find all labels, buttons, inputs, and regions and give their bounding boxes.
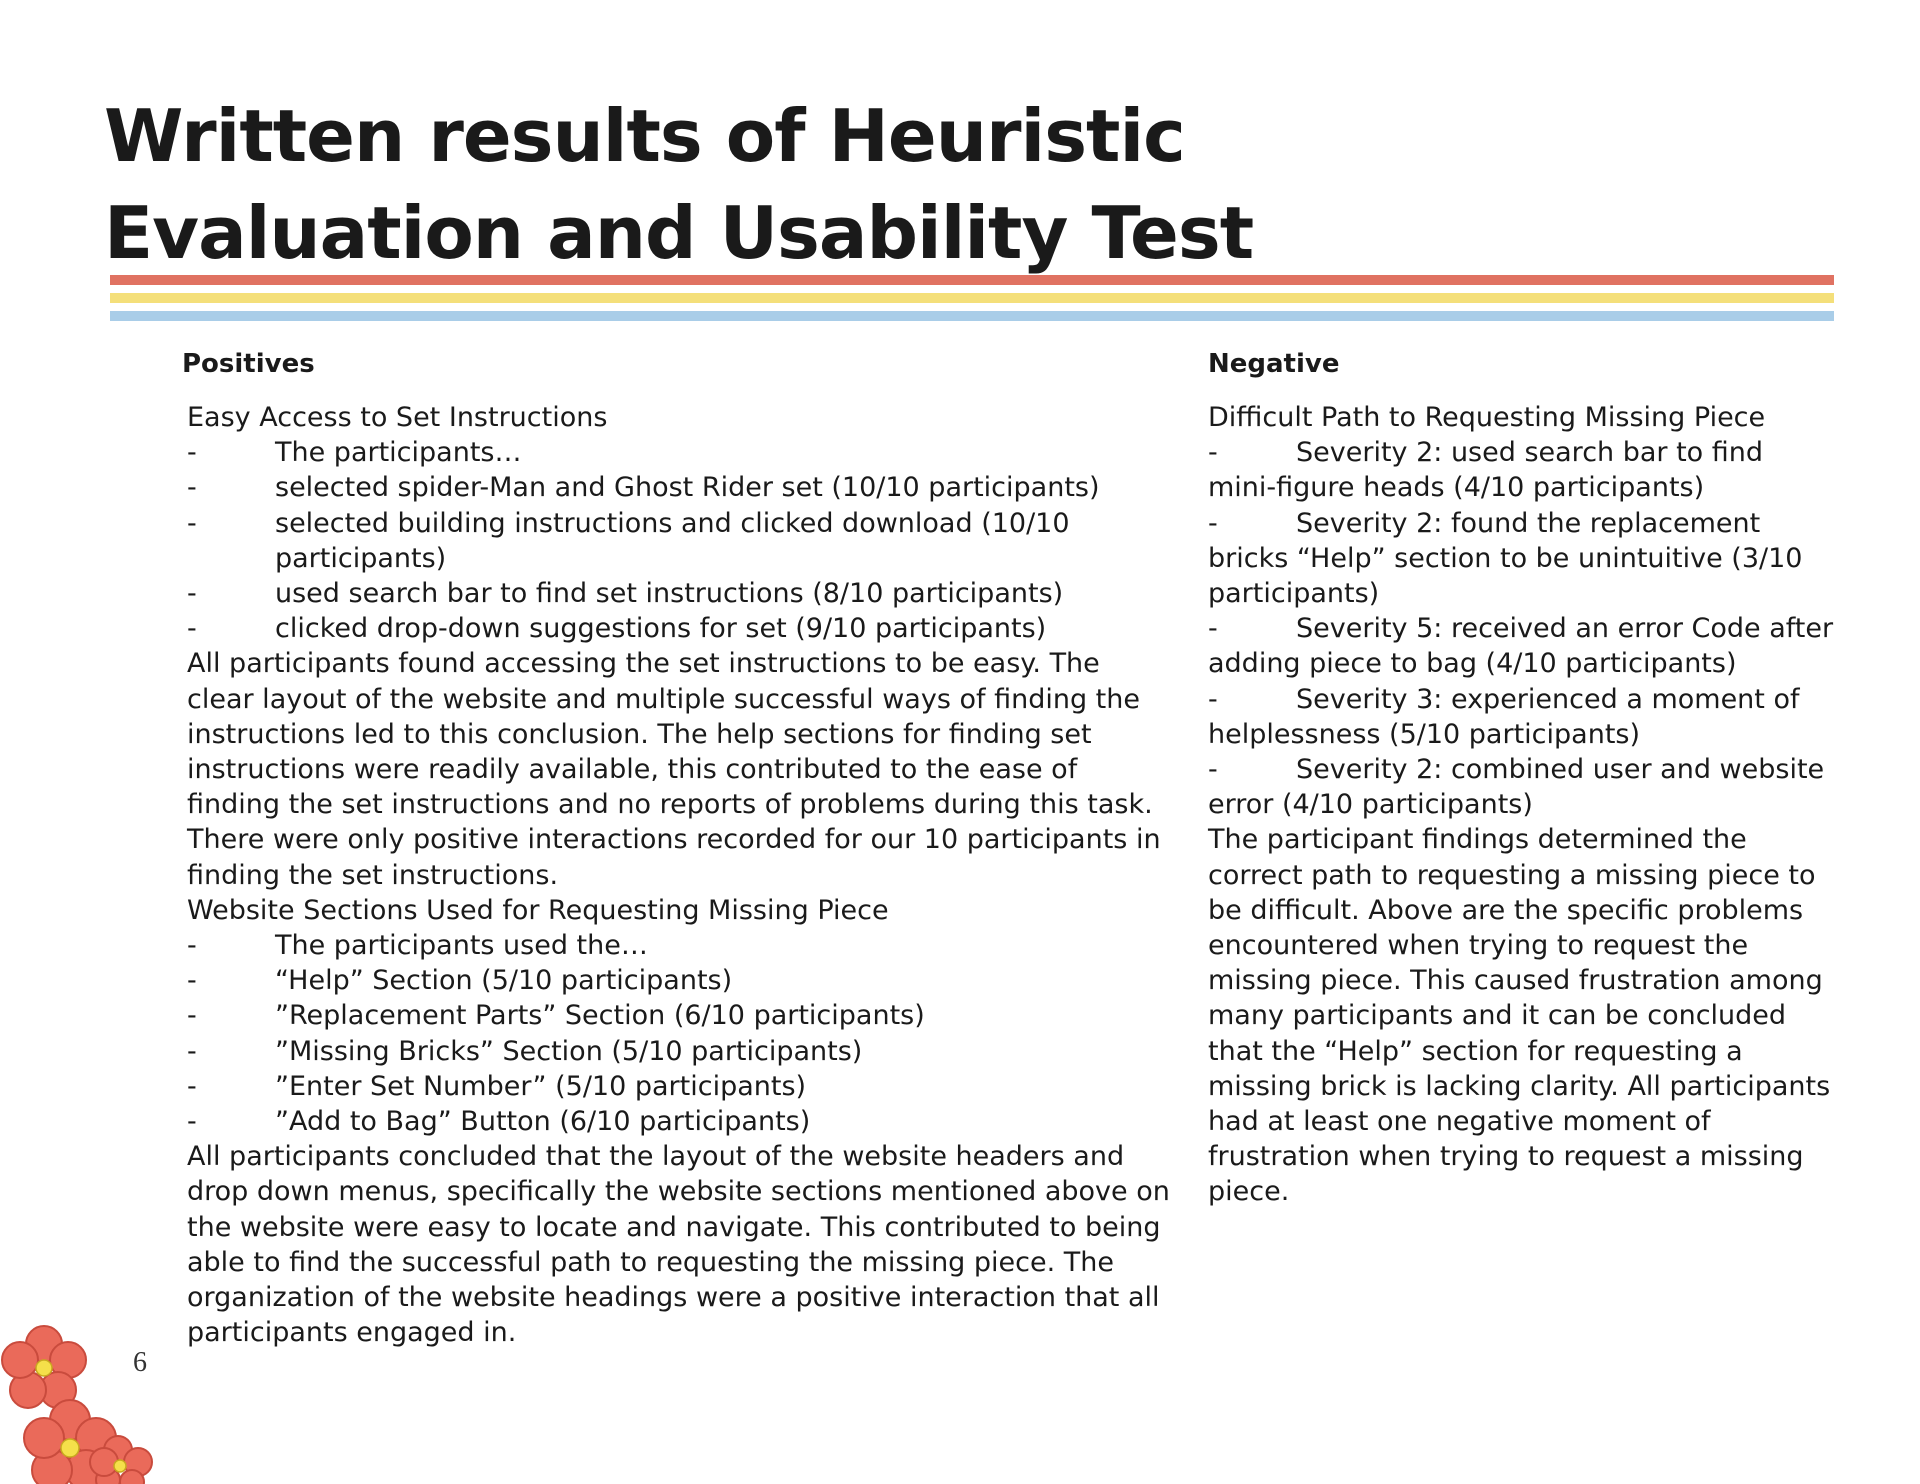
title-line-2: Evaluation and Usability Test — [104, 191, 1254, 275]
title-line-1: Written results of Heuristic — [104, 94, 1185, 178]
positives-section-2-title: Website Sections Used for Requesting Missing Piece — [187, 894, 889, 926]
list-item: - The participants… — [187, 435, 1172, 470]
positives-section-1-summary: All participants found accessing the set instructions to be easy. The clear layout of the website and multiple successful ways of finding the instructions led to this conclusion. The help sections for finding set instructions were readily available, this contributed to the ease of finding the set instructions and no reports of problems during this task. There were only positive interactions recorded for our 10 participants in finding the set instructions. — [187, 648, 1161, 891]
positives-section-2-list — [187, 928, 1172, 1139]
negative-section-title: Difficult Path to Requesting Missing Piece — [1208, 402, 1766, 433]
divider-stripe-blue — [110, 311, 1834, 321]
list-item: - Severity 2: found the replacement bricks “Help” section to be unintuitive (3/10 participants) — [1208, 506, 1838, 612]
positives-section-1-list — [187, 435, 1172, 646]
list-item: - clicked drop-down suggestions for set (9/10 participants) — [187, 611, 1172, 646]
positives-column — [187, 400, 1172, 1350]
list-item: - “Help” Section (5/10 participants) — [187, 963, 1172, 998]
divider-stripe-yellow — [110, 293, 1834, 303]
positives-section-2-summary: All participants concluded that the layout of the website headers and drop down menus, specifically the website sections mentioned above on the website were easy to locate and navigate. This contributed to being able to find the successful path to requesting the missing piece. The organization of the website headings were a positive interaction that all participants engaged in. — [187, 1141, 1170, 1349]
list-item: - ”Missing Bricks” Section (5/10 participants) — [187, 1034, 1172, 1069]
list-item: - ”Replacement Parts” Section (6/10 participants) — [187, 998, 1172, 1033]
list-item: - Severity 2: combined user and website error (4/10 participants) — [1208, 752, 1838, 822]
list-item: - selected spider-Man and Ghost Rider set (10/10 participants) — [187, 470, 1172, 505]
page-number: 6 — [133, 1347, 147, 1378]
list-item: - Severity 3: experienced a moment of helplessness (5/10 participants) — [1208, 682, 1838, 752]
flower-cluster-icon — [0, 1310, 160, 1484]
list-item: - Severity 2: used search bar to find mini-figure heads (4/10 participants) — [1208, 435, 1838, 505]
page-title — [104, 88, 1604, 282]
divider-stripe-red — [110, 275, 1834, 285]
positives-section-1-title: Easy Access to Set Instructions — [187, 402, 608, 433]
negative-heading: Negative — [1208, 349, 1340, 379]
list-item: - Severity 5: received an error Code after adding piece to bag (4/10 participants) — [1208, 611, 1838, 681]
list-item: - used search bar to find set instructions (8/10 participants) — [187, 576, 1172, 611]
list-item: - The participants used the… — [187, 928, 1172, 963]
negative-list — [1208, 435, 1838, 822]
list-item: - ”Add to Bag” Button (6/10 participants) — [187, 1104, 1172, 1139]
list-item: - selected building instructions and clicked download (10/10 participants) — [187, 506, 1172, 576]
list-item: - ”Enter Set Number” (5/10 participants) — [187, 1069, 1172, 1104]
positives-heading: Positives — [182, 349, 315, 379]
negative-summary: The participant findings determined the correct path to requesting a missing piece to be difficult. Above are the specific problems encountered when trying to request the missing piece. This caused frustration among many participants and it can be concluded that the “Help” section for requesting a missing brick is lacking clarity. All participants had at least one negative moment of frustration when trying to request a missing piece. — [1208, 824, 1831, 1208]
negative-column — [1208, 400, 1838, 1210]
